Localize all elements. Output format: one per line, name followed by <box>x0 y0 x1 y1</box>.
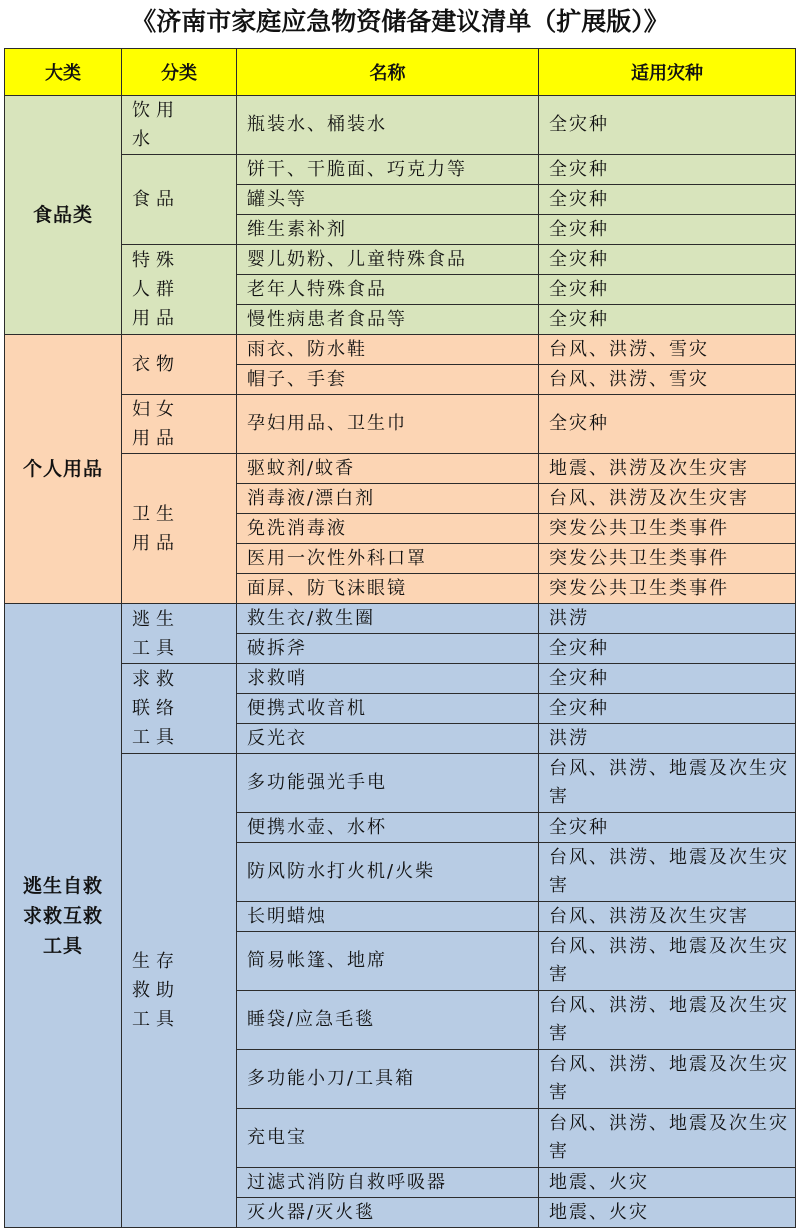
disaster-cell: 洪涝 <box>539 604 796 634</box>
item-name-cell: 瓶装水、桶装水 <box>237 96 539 155</box>
disaster-cell: 台风、洪涝、地震及次生灾害 <box>539 843 796 902</box>
disaster-cell: 突发公共卫生类事件 <box>539 514 796 544</box>
disaster-cell: 全灾种 <box>539 305 796 335</box>
disaster-cell: 台风、洪涝、地震及次生灾害 <box>539 1109 796 1168</box>
item-name-cell: 老年人特殊食品 <box>237 275 539 305</box>
subcategory-cell <box>122 395 237 454</box>
header-category: 大类 <box>5 49 122 96</box>
item-name-cell: 防风防水打火机/火柴 <box>237 843 539 902</box>
disaster-cell: 全灾种 <box>539 245 796 275</box>
item-name-cell: 过滤式消防自救呼吸器 <box>237 1168 539 1198</box>
item-name-cell: 饼干、干脆面、巧克力等 <box>237 155 539 185</box>
supplies-table <box>4 48 796 1228</box>
item-name-cell: 便携式收音机 <box>237 694 539 724</box>
table-row <box>5 454 796 484</box>
item-name-cell: 慢性病患者食品等 <box>237 305 539 335</box>
item-name-cell: 多功能小刀/工具箱 <box>237 1050 539 1109</box>
subcategory-label: 食品 <box>132 189 180 210</box>
item-name-cell: 婴儿奶粉、儿童特殊食品 <box>237 245 539 275</box>
disaster-cell: 地震、火灾 <box>539 1168 796 1198</box>
disaster-cell: 突发公共卫生类事件 <box>539 574 796 604</box>
item-name-cell: 便携水壶、水杯 <box>237 813 539 843</box>
table-row <box>5 335 796 365</box>
subcategory-cell <box>122 754 237 1228</box>
disaster-cell: 全灾种 <box>539 215 796 245</box>
item-name-cell: 面屏、防飞沫眼镜 <box>237 574 539 604</box>
item-name-cell: 驱蚊剂/蚊香 <box>237 454 539 484</box>
table-row <box>5 155 796 185</box>
subcategory-label: 逃生工具 <box>132 608 180 659</box>
header-row <box>5 49 796 96</box>
disaster-cell: 台风、洪涝、地震及次生灾害 <box>539 1050 796 1109</box>
subcategory-cell <box>122 96 237 155</box>
header-disaster: 适用灾种 <box>539 49 796 96</box>
disaster-cell: 突发公共卫生类事件 <box>539 544 796 574</box>
disaster-cell: 全灾种 <box>539 395 796 454</box>
item-name-cell: 反光衣 <box>237 724 539 754</box>
subcategory-cell <box>122 335 237 395</box>
page-title: 《济南市家庭应急物资储备建议清单（扩展版）》 <box>131 7 669 36</box>
table-row <box>5 754 796 813</box>
disaster-cell: 台风、洪涝、地震及次生灾害 <box>539 932 796 991</box>
disaster-cell: 全灾种 <box>539 813 796 843</box>
category-cell: 食品类 <box>5 96 122 335</box>
table-body <box>5 96 796 1228</box>
subcategory-label: 求救联络工具 <box>132 669 180 748</box>
subcategory-cell <box>122 155 237 245</box>
subcategory-label: 生存救助工具 <box>132 951 180 1030</box>
category-cell: 逃生自救求救互救工具 <box>5 604 122 1228</box>
table-row <box>5 604 796 634</box>
category-cell: 个人用品 <box>5 335 122 604</box>
table-row <box>5 395 796 454</box>
table-row <box>5 96 796 155</box>
item-name-cell: 医用一次性外科口罩 <box>237 544 539 574</box>
table-row <box>5 245 796 275</box>
table-row <box>5 664 796 694</box>
item-name-cell: 雨衣、防水鞋 <box>237 335 539 365</box>
subcategory-cell <box>122 664 237 754</box>
disaster-cell: 台风、洪涝、地震及次生灾害 <box>539 991 796 1050</box>
item-name-cell: 救生衣/救生圈 <box>237 604 539 634</box>
disaster-cell: 全灾种 <box>539 155 796 185</box>
item-name-cell: 帽子、手套 <box>237 365 539 395</box>
disaster-cell: 台风、洪涝、地震及次生灾害 <box>539 754 796 813</box>
item-name-cell: 罐头等 <box>237 185 539 215</box>
disaster-cell: 台风、洪涝及次生灾害 <box>539 484 796 514</box>
disaster-cell: 全灾种 <box>539 634 796 664</box>
disaster-cell: 台风、洪涝、雪灾 <box>539 335 796 365</box>
item-name-cell: 灭火器/灭火毯 <box>237 1198 539 1228</box>
subcategory-cell <box>122 454 237 604</box>
disaster-cell: 全灾种 <box>539 96 796 155</box>
disaster-cell: 台风、洪涝、雪灾 <box>539 365 796 395</box>
subcategory-label: 衣物 <box>132 354 180 375</box>
subcategory-cell <box>122 245 237 335</box>
header-name: 名称 <box>237 49 539 96</box>
subcategory-label: 饮用水 <box>132 100 180 150</box>
item-name-cell: 免洗消毒液 <box>237 514 539 544</box>
disaster-cell: 地震、火灾 <box>539 1198 796 1228</box>
disaster-cell: 洪涝 <box>539 724 796 754</box>
item-name-cell: 求救哨 <box>237 664 539 694</box>
item-name-cell: 睡袋/应急毛毯 <box>237 991 539 1050</box>
disaster-cell: 地震、洪涝及次生灾害 <box>539 454 796 484</box>
item-name-cell: 简易帐篷、地席 <box>237 932 539 991</box>
item-name-cell: 维生素补剂 <box>237 215 539 245</box>
subcategory-label: 卫生用品 <box>132 503 180 554</box>
subcategory-cell <box>122 604 237 664</box>
item-name-cell: 破拆斧 <box>237 634 539 664</box>
disaster-cell: 全灾种 <box>539 275 796 305</box>
header-subcategory: 分类 <box>122 49 237 96</box>
item-name-cell: 孕妇用品、卫生巾 <box>237 395 539 454</box>
disaster-cell: 台风、洪涝及次生灾害 <box>539 902 796 932</box>
subcategory-label: 特殊人群用品 <box>132 250 180 329</box>
item-name-cell: 长明蜡烛 <box>237 902 539 932</box>
item-name-cell: 多功能强光手电 <box>237 754 539 813</box>
item-name-cell: 充电宝 <box>237 1109 539 1168</box>
subcategory-label: 妇女用品 <box>132 399 180 449</box>
disaster-cell: 全灾种 <box>539 664 796 694</box>
disaster-cell: 全灾种 <box>539 694 796 724</box>
disaster-cell: 全灾种 <box>539 185 796 215</box>
item-name-cell: 消毒液/漂白剂 <box>237 484 539 514</box>
